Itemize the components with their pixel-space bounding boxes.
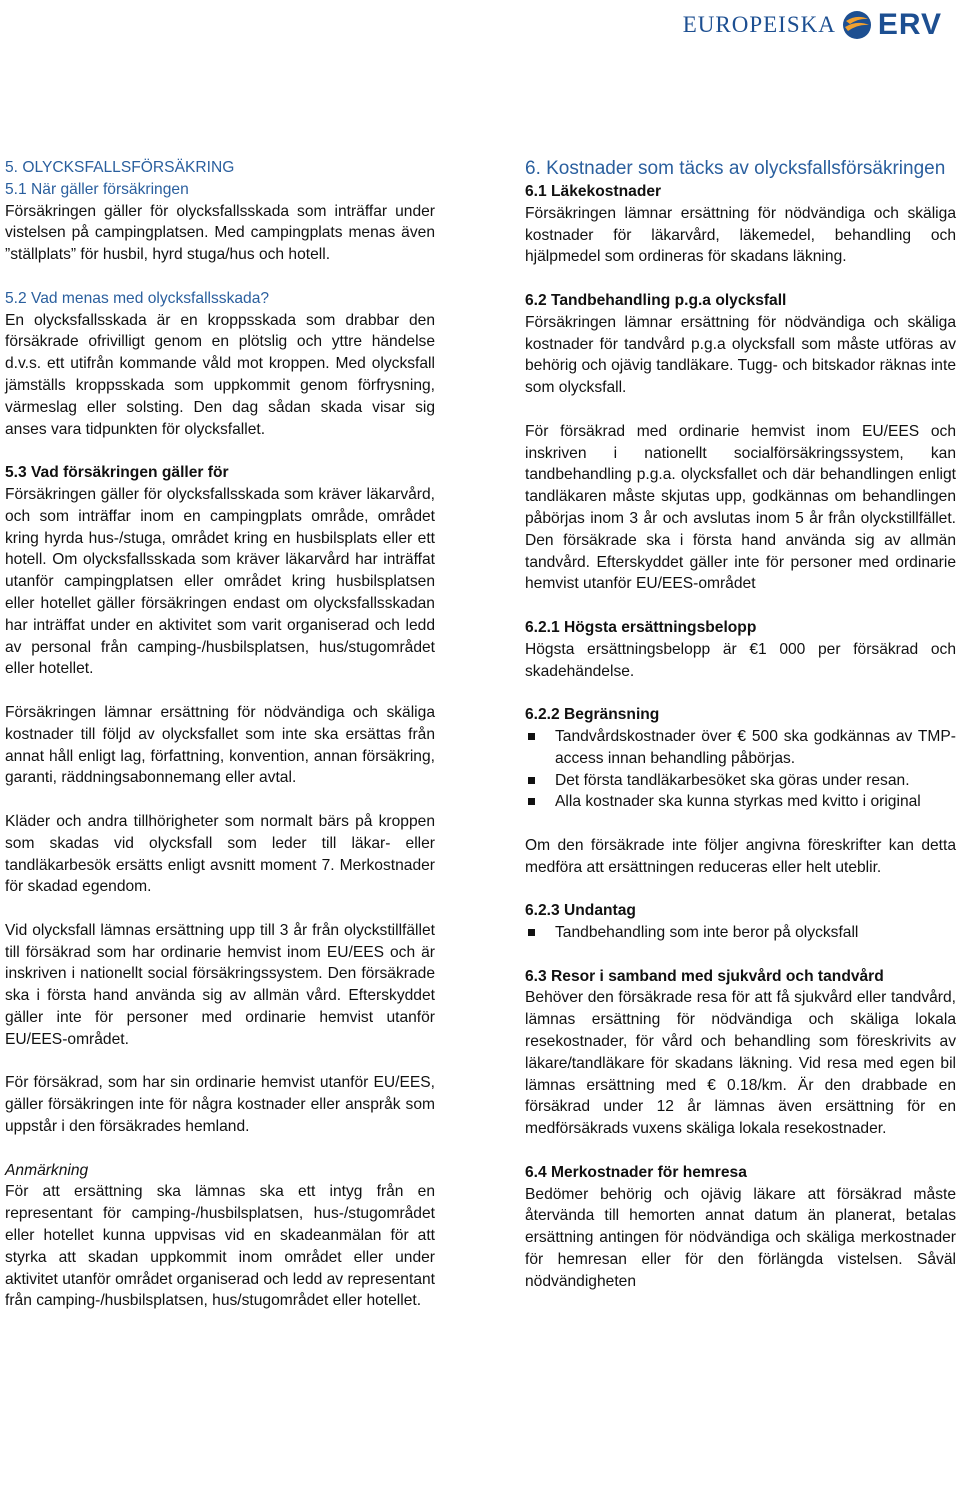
section-6-2-body: Försäkringen lämnar ersättning för nödvändiga och skäliga kostnader för tandvård p.g.a olycksfall som måste utföras av behörig och ojävig tandläkare. Tugg- och bitskador räknas inte som olycksfall. <box>525 313 956 397</box>
section-5-2-body: En olycksfallsskada är en kroppsskada som drabbar den försäkrade ofrivilligt genom en plötslig och yttre händelse d.v.s. ett utifrån kommande våld mot kroppen. Med olycksfall jämställs kroppsskada som uppkommit genom förfrysning, värmeslag eller solsting. Den dag sådan skada visar sig anses vara tidpunkten för olycksfallet. <box>5 311 435 438</box>
company-logo <box>683 4 942 46</box>
section-6-2-paragraph-2: För försäkrad med ordinarie hemvist inom EU/EES och inskriven i nationellt socialförsäkringssystem, kan tandbehandling p.g.a. olycksfallet och där behandlingen enligt tandläkaren måste skjutas upp, godkännas om behandlingen påbörjas inom 3 år och avslutas inom 5 år från olyckstillfället. Den försäkrade ska i första hand använda sig av allmän tandvård. Efterskyddet gäller inte för personer med ordinarie hemvist utanför EU/EES-området <box>525 422 956 593</box>
section-5-1-body: Försäkringen gäller för olycksfallsskada som inträffar under vistelsen på campingplatsen. Med campingplats menas även ”ställplats” för husbil, hyrd stuga/hus och hotell. <box>5 202 435 264</box>
section-6-3-body: Behöver den försäkrade resa för att få sjukvård eller tandvård, lämnas ersättning för nödvändiga och skäliga lokala resekostnader, för vård och behandling som föreskrivits av läkare/tandläkare för skadans läkning. Vid resa med egen bil lämnas ersättning med € 0.18/km. Är den drabbade en försäkrad under 12 år lämnas även ersättning för en medförsäkrads vuxens skäliga lokala resekostnader. <box>525 989 956 1138</box>
costs-paragraph: Försäkringen lämnar ersättning för nödvändiga och skäliga kostnader till följd av olycksfallet som inte ska ersättas från annat håll enligt lag, författning, konvention, annan försäkring, garanti, räddningsabonnemang eller avtal. <box>5 703 435 787</box>
section-6-4-body: Bedömer behörig och ojävig läkare att försäkrad måste återvända till hemorten annat datum än planerat, betalas ersättning antingen för nödvändiga och skäliga merkostnader för hemresan eller för den förlängda vistelsen. Såväl nödvändigheten <box>525 1185 956 1290</box>
section-6-4-title: 6.4 Merkostnader för hemresa <box>525 1163 747 1181</box>
section-6-3-title: 6.3 Resor i samband med sjukvård och tandvård <box>525 967 884 985</box>
section-6-1-body: Försäkringen lämnar ersättning för nödvändiga och skäliga kostnader för läkarvård, läkemedel, behandling och hjälpmedel som ordineras för skadans läkning. <box>525 204 956 266</box>
section-5-2-title: 5.2 Vad menas med olycksfallsskada? <box>5 289 270 307</box>
three-years-paragraph: Vid olycksfall lämnas ersättning upp till 3 år från olyckstillfället till försäkrad som har ordinarie hemvist inom EU/EES och är inskriven i nationellt social försäkringssystem. Den försäkrade ska i första hand använda sig av allmän vård. Efterskyddet gäller inte för personer med ordinarie hemvist utanför EU/EES-området. <box>5 921 435 1048</box>
exceptions-list <box>525 922 956 944</box>
section-6-title: 6. Kostnader som täcks av olycksfallsförsäkringen <box>525 158 946 179</box>
limitations-list <box>525 726 956 813</box>
logo-globe-icon <box>842 10 872 40</box>
list-item: Tandvårdskostnader över € 500 ska godkännas av TMP-access innan behandling påbörjas. <box>525 726 956 770</box>
note-title: Anmärkning <box>5 1161 89 1179</box>
section-6-2-2-title: 6.2.2 Begränsning <box>525 706 660 724</box>
logo-brand: ERV <box>877 8 942 41</box>
left-column <box>5 157 435 1312</box>
section-6-2-title: 6.2 Tandbehandling p.g.a olycksfall <box>525 291 787 309</box>
section-6-2-3-title: 6.2.3 Undantag <box>525 902 636 920</box>
section-6-1-title: 6.1 Läkekostnader <box>525 183 662 200</box>
section-6-2-1-body: Högsta ersättningsbelopp är €1 000 per försäkrad och skadehändelse. <box>525 640 956 680</box>
section-5-title: 5. OLYCKSFALLSFÖRSÄKRING <box>5 159 235 176</box>
note-body: För att ersättning ska lämnas ska ett intyg från en representant för camping-/husbilsplatsen, hus-/stugområdet eller hotellet kunna uppvisas vid en skadeanmälan för att styrka att skadan uppkommit inom området eller under aktivitet utanför området organiserad och ledd av representant från camping-/husbilsplatsen, hus/stugområdet eller hotellet. <box>5 1183 435 1310</box>
list-item: Tandbehandling som inte beror på olycksfall <box>525 922 956 944</box>
logo-wordmark: EUROPEISKA <box>682 12 836 37</box>
section-6-2-2-paragraph: Om den försäkrade inte följer angivna föreskrifter kan detta medföra att ersättningen reduceras eller helt uteblir. <box>525 836 956 876</box>
section-5-3-body: Försäkringen gäller för olycksfallsskada som kräver läkarvård, och som inträffar inom en campingplats område, området kring hyrda hus-/stuga, området kring en husbilsplats eller ett hotell. Om olycksfallsskada som kräver läkarvård har inträffat utanför campingplatsen eller området kring husbilsplatsen eller hotellet gäller försäkringen endast om olycksfallsskadan har inträffat under en aktivitet som varit organiserad och ledd av personal från camping-/husbilsplatsen, hus/stugområdet eller hotellet. <box>5 485 435 678</box>
section-5-3-title: 5.3 Vad försäkringen gäller för <box>5 464 229 482</box>
section-5-1-title: 5.1 När gäller försäkringen <box>5 180 189 198</box>
outside-eu-paragraph: För försäkrad, som har sin ordinarie hemvist utanför EU/EES, gäller försäkringen inte för några kostnader eller anspråk som uppstår i den försäkrades hemland. <box>5 1074 435 1136</box>
list-item: Alla kostnader ska kunna styrkas med kvitto i original <box>525 791 956 813</box>
clothes-paragraph: Kläder och andra tillhörigheter som normalt bärs på kroppen som skadas vid olycksfall som leder till läkar- eller tandläkarbesök ersätts enligt avsnitt moment 7. Merkostnader för skadad egendom. <box>5 812 435 896</box>
list-item: Det första tandläkarbesöket ska göras under resan. <box>525 770 956 792</box>
right-column <box>525 157 956 1293</box>
section-6-2-1-title: 6.2.1 Högsta ersättningsbelopp <box>525 618 757 636</box>
